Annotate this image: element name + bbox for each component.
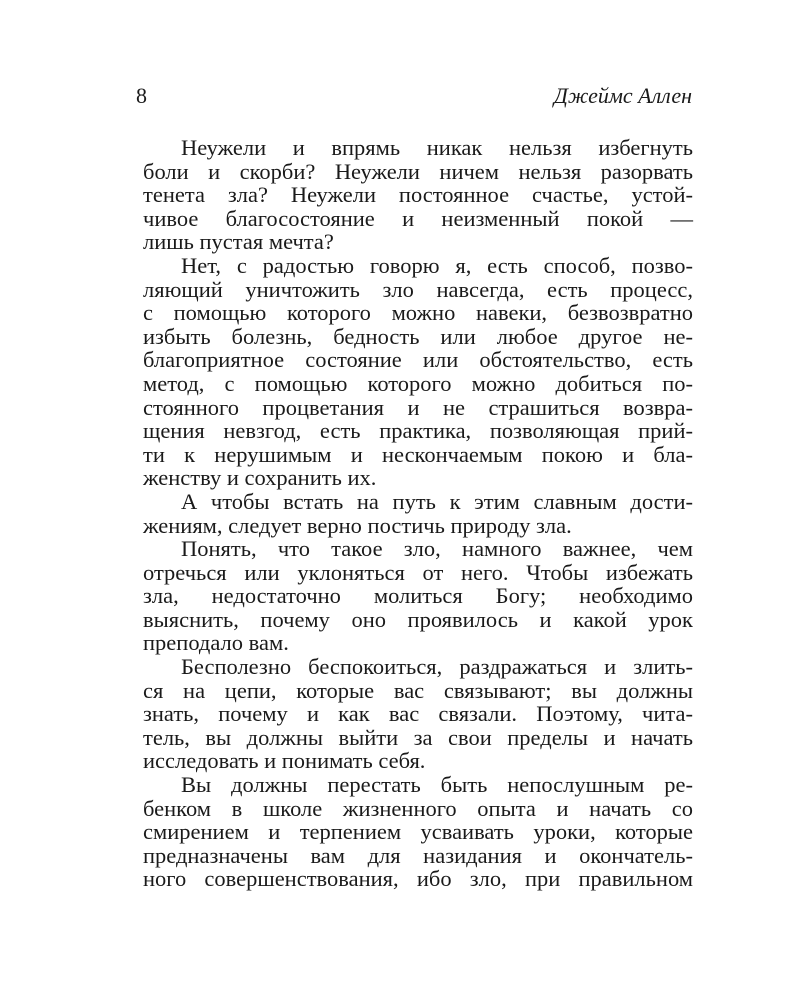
text-line: выяснить, почему оно проявилось и какой урок [143,606,693,632]
text-line: лишь пустая мечта? [143,229,334,255]
text-line: избыть болезнь, бедность или любое другое не- [143,323,693,349]
text-line: тенета зла? Неужели постоянное счастье, устой- [143,182,693,208]
text-line: смирением и терпением усваивать уроки, которые [143,819,693,845]
text-line: Понять, что такое зло, намного важнее, чем [181,536,693,562]
text-line: Бесполезно беспокоиться, раздражаться и злить- [181,654,693,680]
text-line: женству и сохранить их. [143,465,377,491]
text-line: зла, недостаточно молиться Богу; необходимо [143,583,693,609]
text-line: ляющий уничтожить зло навсегда, есть процесс, [143,276,693,302]
text-line: боли и скорби? Неужели ничем нельзя разорвать [143,158,693,184]
running-head-author: Джеймс Аллен [553,83,692,108]
page-number: 8 [136,83,147,108]
text-line: исследовать и понимать себя. [143,748,426,774]
text-line: отречься или уклоняться от него. Чтобы избежать [143,559,693,585]
text-line: Неужели и впрямь никак нельзя избегнуть [181,135,693,160]
text-line: А чтобы встать на путь к этим славным дости- [181,488,693,514]
text-line: ного совершенствования, ибо зло, при правильном [143,866,693,892]
text-line: с помощью которого можно навеки, безвозвратно [143,300,693,326]
text-line: предназначены вам для назидания и окончатель- [143,842,693,868]
text-line: ся на цепи, которые вас связывают; вы должны [143,677,693,703]
text-line: щения невзгод, есть практика, позволяющая прий- [143,418,693,444]
text-line: бенком в школе жизненного опыта и начать со [143,795,693,821]
text-line: Нет, с радостью говорю я, есть способ, позво- [181,252,693,278]
text-line: тель, вы должны выйти за свои пределы и начать [143,724,693,750]
text-line: благоприятное состояние или обстоятельство, есть [143,347,693,373]
text-line: метод, с помощью которого можно добиться по- [143,370,693,396]
text-line: преподало вам. [143,630,289,656]
text-line: жениям, следует верно постичь природу зла. [143,512,572,538]
text-line: стоянного процветания и не страшиться возвра- [143,394,693,420]
text-line: чивое благосостояние и неизменный покой — [143,205,693,231]
text-line: Вы должны перестать быть непослушным ре- [181,772,693,798]
body-text [143,136,693,891]
text-line: знать, почему и как вас связали. Поэтому, чита- [143,701,693,727]
text-line: ти к нерушимым и нескончаемым покою и бла- [143,441,693,467]
